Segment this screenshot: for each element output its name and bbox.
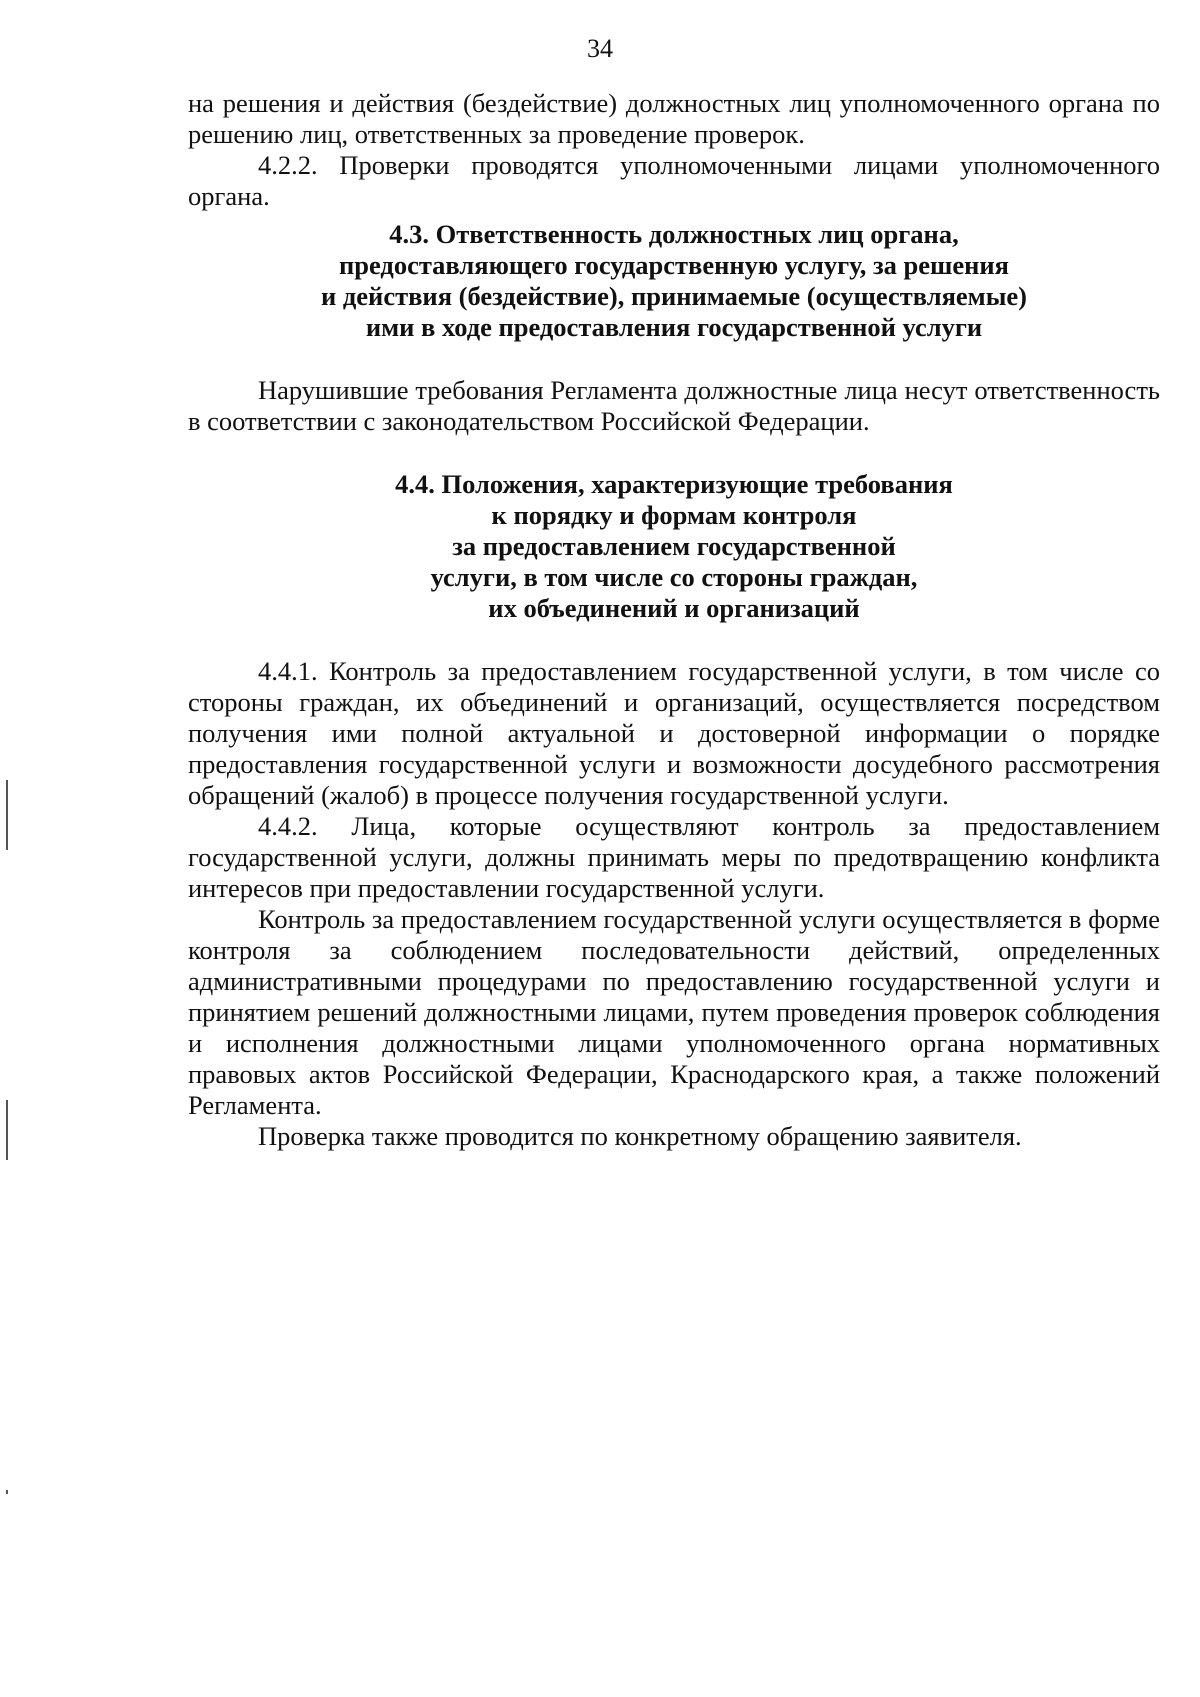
heading-line: предоставляющего государственную услугу, за решения [339,250,1009,280]
page-number: 34 [587,34,613,63]
heading-line: 4.4. Положения, характеризующие требования [395,469,953,499]
paragraph-inspection: Проверка также проводится по конкретному обращению заявителя. [258,1121,1022,1151]
heading-line: за предоставлением государственной [452,531,896,561]
heading-line: их объединений и организаций [488,593,860,623]
paragraph-continuation: на решения и действия (бездействие) должностных лиц уполномоченного органа по решению лиц, ответственных за проведение проверок. [188,88,1160,149]
section-heading-4-3 [188,219,1160,343]
paragraph-control-form: Контроль за предоставлением государственной услуги осуществляется в форме контроля за соблюдением последовательности действий, определенных административными процедурами по предоставлению государственной услуги и принятием решений должностными лицами, путем проведения проверок соблюдения и исполнения должностными лицами уполномоченного органа нормативных правовых актов Российской Федерации, Краснодарского края, а также положений Регламента. [188,904,1160,1120]
scan-edge-marks [6,0,12,1697]
document-body [188,88,1160,1152]
paragraph-4-4-2: 4.4.2. Лица, которые осуществляют контроль за предоставлением государственной услуги, должны принимать меры по предотвращению конфликта интересов при предоставлении государственной услуги. [188,811,1160,903]
heading-line: ими в ходе предоставления государственной услуги [365,312,983,342]
heading-line: 4.3. Ответственность должностных лиц органа, [389,219,959,249]
section-heading-4-4 [188,469,1160,624]
heading-line: услуги, в том числе со стороны граждан, [430,562,918,592]
heading-line: и действия (бездействие), принимаемые (осуществляемые) [321,281,1027,311]
paragraph-4-4-1: 4.4.1. Контроль за предоставлением государственной услуги, в том числе со стороны граждан, их объединений и организаций, осуществляется посредством получения ими полной актуальной и достоверной информации о порядке предоставления государственной услуги и возможности досудебного рассмотрения обращений (жалоб) в процессе получения государственной услуги. [188,656,1160,810]
paragraph-4-3-responsibility: Нарушившие требования Регламента должностные лица несут ответственность в соответствии с законодательством Российской Федерации. [188,375,1160,436]
heading-line: к порядку и формам контроля [491,500,857,530]
paragraph-4-2-2: 4.2.2. Проверки проводятся уполномоченными лицами уполномоченного органа. [188,150,1160,211]
